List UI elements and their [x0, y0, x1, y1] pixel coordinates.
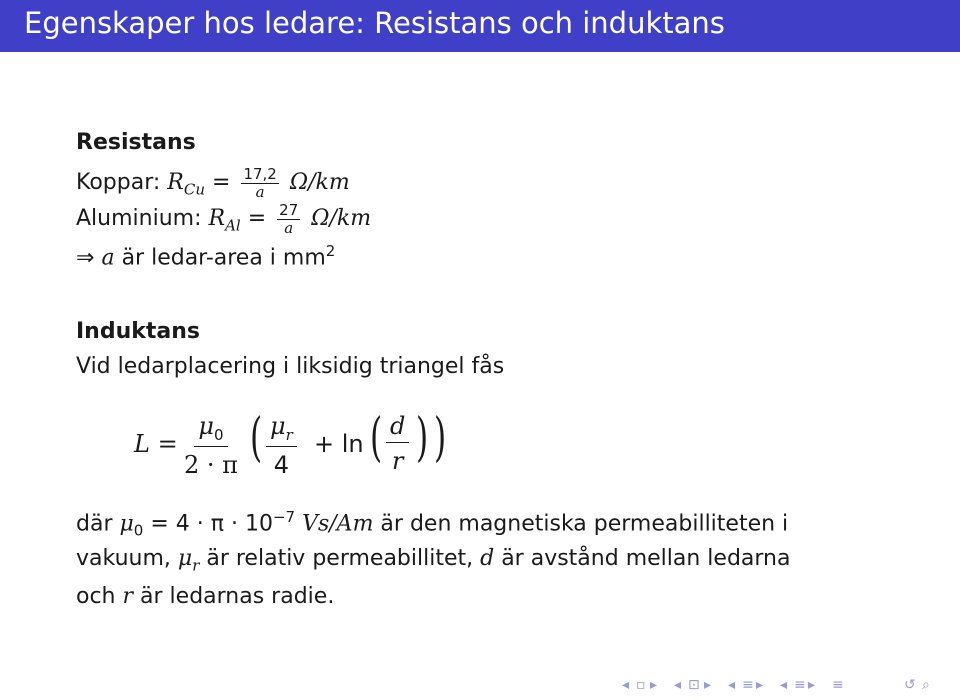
formula-ln-paren-open: ( [370, 408, 383, 468]
nav-slide-icon[interactable]: ▫ [636, 677, 646, 693]
formula-main-fraction [184, 412, 238, 479]
aluminium-den: a [284, 218, 294, 237]
desc-line-1 [76, 510, 788, 539]
nav-search-icon[interactable]: ⌕ [922, 677, 930, 693]
formula-paren-close: ) [434, 408, 447, 468]
formula-mu0: $\mu_0$ [194, 412, 227, 447]
desc-line-2 [76, 548, 790, 573]
area-var: a [101, 245, 115, 271]
nav-subsection-next-icon[interactable]: ▸ [756, 677, 764, 693]
koppar-unit: Ω/km [289, 170, 350, 195]
aluminium-unit: Ω/km [311, 206, 372, 231]
desc2-mu: μ [177, 546, 193, 571]
formula-lhs: L = [134, 430, 178, 458]
koppar-den: a [255, 182, 265, 201]
desc1-text-c: är den magnetiska permeabilliteten i [373, 511, 789, 537]
area-text: är ledar-area i mm [121, 245, 326, 271]
koppar-equals: = [212, 170, 231, 195]
aluminium-label: Aluminium: [76, 206, 202, 231]
formula-two-pi: 2 · π [184, 450, 238, 479]
nav-frame-icon[interactable]: ⊡ [688, 677, 700, 693]
koppar-label: Koppar: [76, 170, 161, 195]
aluminium-equals: = [247, 206, 267, 231]
nav-slide-prev-icon[interactable]: ◂ [622, 677, 630, 693]
formula-d: d [386, 412, 409, 443]
desc1-mu: μ [119, 511, 134, 537]
aluminium-sub: Al [225, 216, 241, 235]
desc1-text-b: = 4 · π · 10 [143, 511, 273, 537]
koppar-line [76, 166, 350, 200]
nav-frame-next-icon[interactable]: ▸ [704, 677, 712, 693]
nav-slide-next-icon[interactable]: ▸ [650, 677, 658, 693]
nav-back-icon[interactable]: ↺ [904, 677, 916, 693]
area-sup: 2 [325, 242, 336, 260]
induktans-intro: Vid ledarplacering i liksidig triangel fås [76, 354, 505, 379]
formula-mur-fraction [266, 412, 297, 479]
implies-icon: ⇒ [76, 245, 95, 271]
nav-subsection-prev-icon[interactable]: ◂ [728, 677, 736, 693]
formula-d-over-r [386, 412, 409, 475]
resistans-heading: Resistans [76, 130, 196, 155]
desc3-text-a: och [76, 584, 123, 609]
slide-header [0, 0, 960, 52]
nav-section-next-icon[interactable]: ▸ [808, 677, 816, 693]
formula-four: 4 [273, 450, 290, 479]
desc1-unit: Vs/Am [302, 511, 374, 537]
koppar-fraction [241, 166, 278, 200]
formula-paren-open: ( [250, 408, 263, 468]
nav-frame-prev-icon[interactable]: ◂ [674, 677, 682, 693]
aluminium-num: 27 [279, 201, 299, 219]
formula-mur: $\mu_r$ [266, 412, 297, 447]
desc3-r: r [122, 584, 134, 609]
area-line [76, 244, 335, 269]
induktans-heading: Induktans [76, 319, 201, 344]
koppar-symbol: R [167, 170, 184, 195]
desc2-mu-sub: r [192, 556, 200, 575]
desc1-text-a: där [76, 511, 120, 537]
desc1-exp: −7 [272, 508, 296, 526]
desc2-text-b: är relativ permeabillitet, [199, 546, 481, 571]
nav-section-prev-icon[interactable]: ◂ [780, 677, 788, 693]
desc2-d: d [480, 546, 495, 571]
aluminium-symbol: R [208, 206, 226, 231]
koppar-sub: Cu [183, 180, 205, 199]
desc2-text-a: vakuum, [76, 546, 178, 571]
aluminium-line [76, 202, 371, 236]
aluminium-fraction [277, 202, 300, 236]
desc3-text-b: är ledarnas radie. [133, 584, 335, 609]
desc1-mu-sub: 0 [133, 521, 144, 540]
desc-line-3 [76, 586, 334, 608]
nav-subsection-icon[interactable]: ≡ [742, 677, 754, 693]
slide-title: Egenskaper hos ledare: Resistans och induktans [24, 6, 725, 40]
formula-r: r [391, 447, 404, 475]
beamer-nav-bar [622, 676, 952, 694]
nav-section-icon[interactable]: ≡ [794, 677, 806, 693]
nav-toc-icon[interactable]: ≡ [832, 677, 844, 693]
koppar-num: 17,2 [243, 165, 277, 183]
desc2-text-c: är avstånd mellan ledarna [494, 546, 791, 571]
formula-ln-paren-close: ) [416, 408, 429, 468]
formula-plus-ln: + ln [314, 430, 364, 458]
